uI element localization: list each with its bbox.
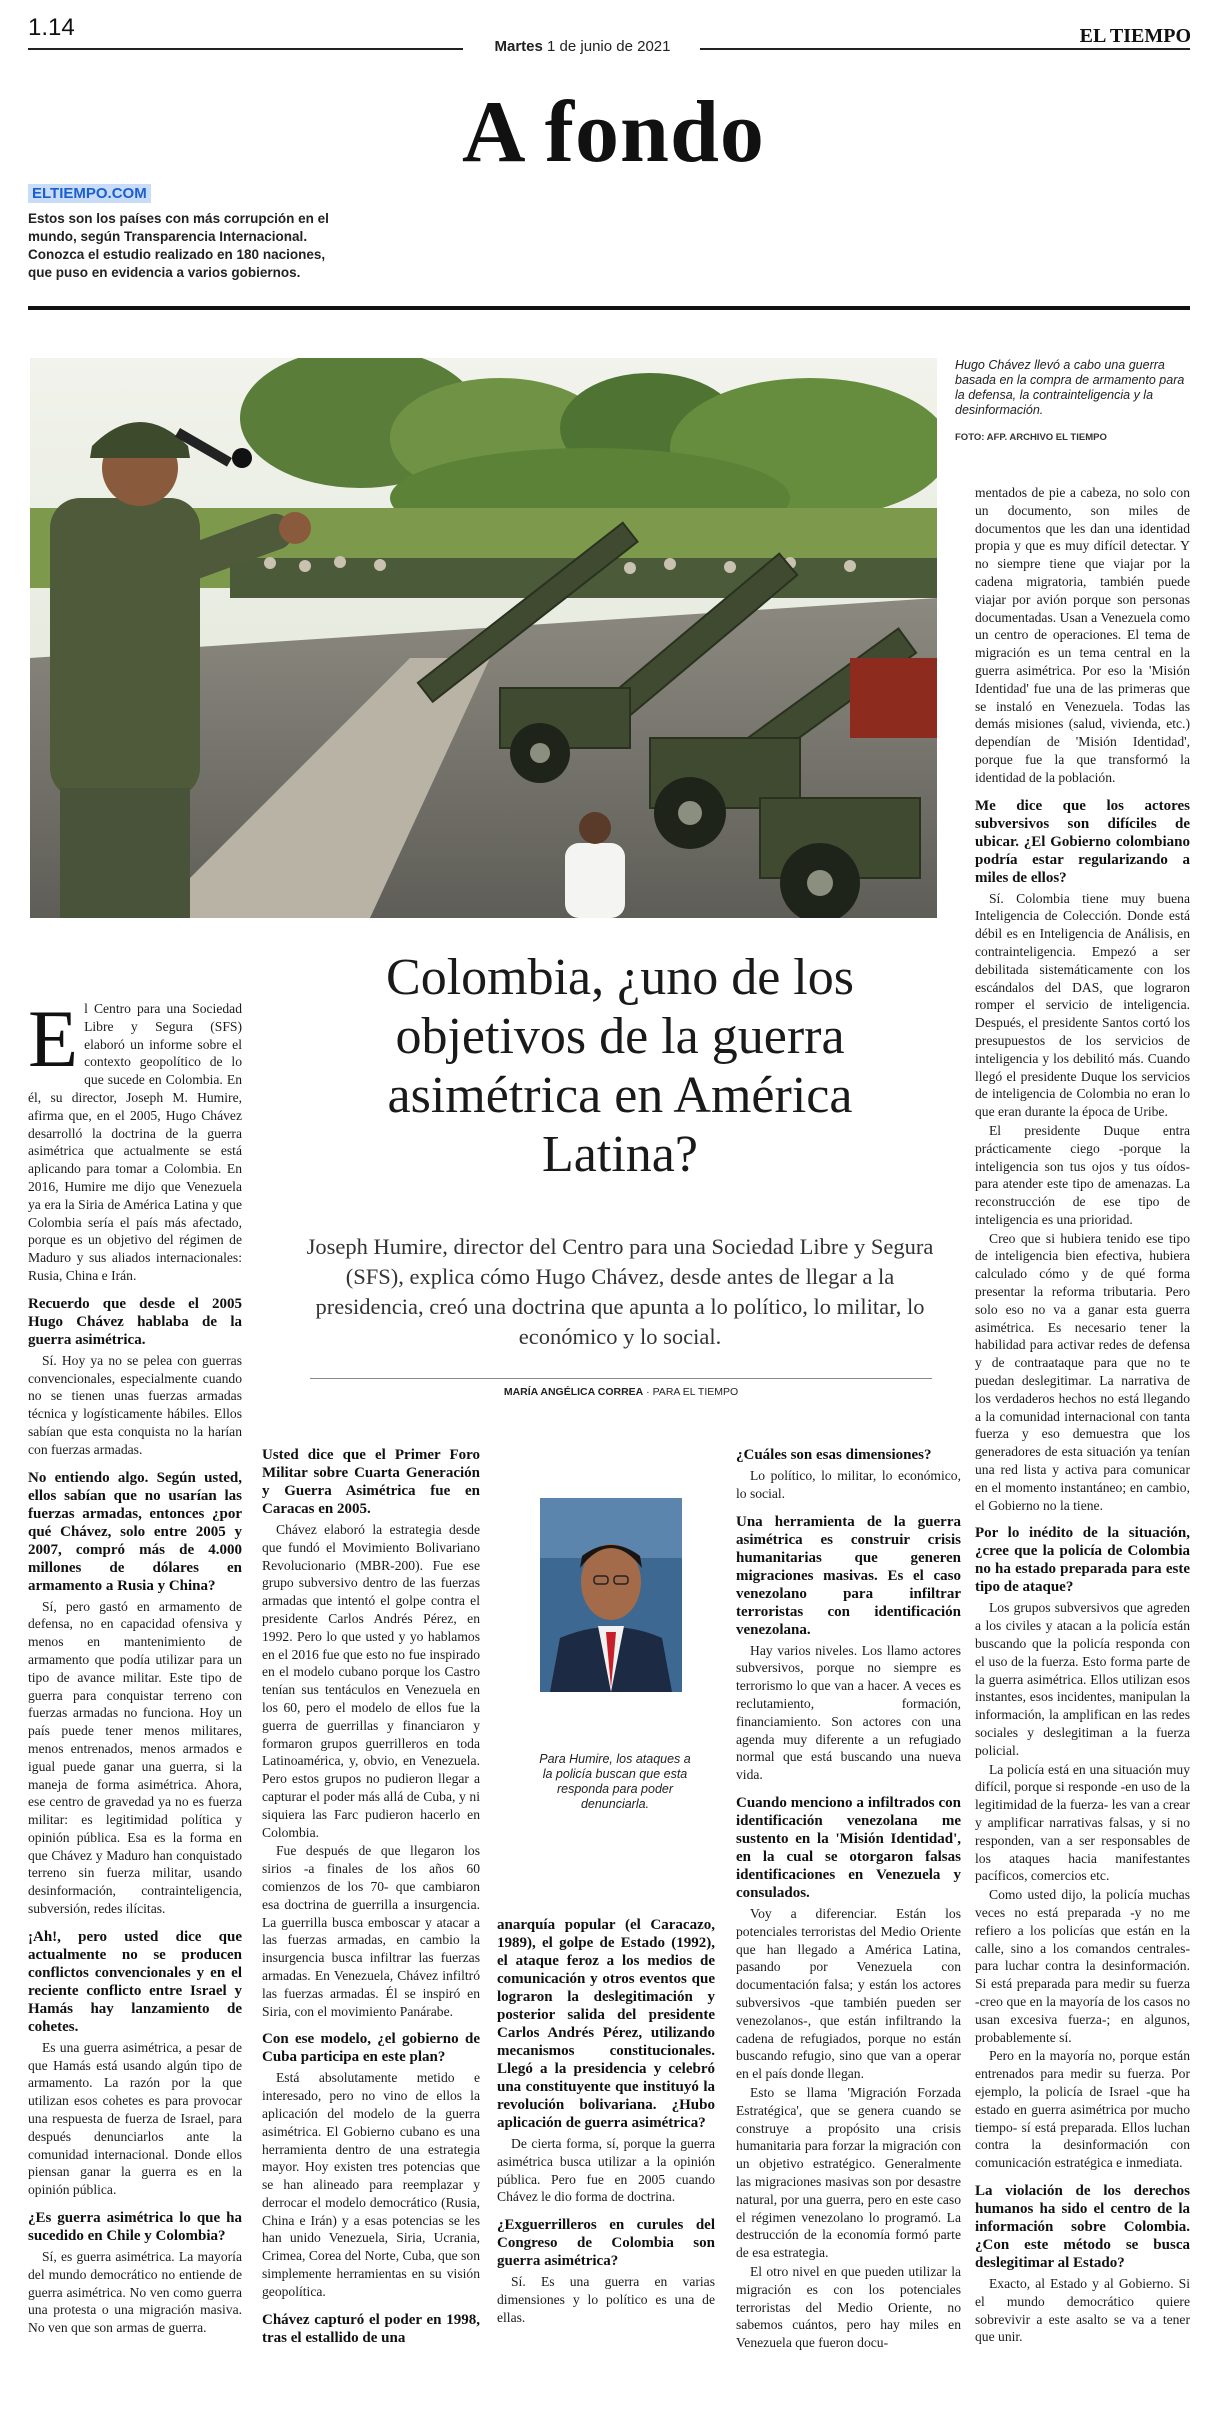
interview-question: ¿Exguerrilleros en curules del Congreso de Colombia son guerra asimétrica? <box>497 2217 715 2270</box>
interview-question: Usted dice que el Primer Foro Militar sobre Cuarta Generación y Guerra Asimétrica fue en Caracas en 2005. <box>262 1447 480 1517</box>
interview-question: Chávez capturó el poder en 1998, tras el estallido de una <box>262 2311 480 2346</box>
byline-author: MARÍA ANGÉLICA CORREA <box>503 1386 644 1398</box>
interview-answer: Creo que si hubiera tenido ese tipo de inteligencia bien efectiva, hubiera calculado cómo y de qué forma presentar la reforma tributaria. Pero solo eso no va a ganar esta guerra asimétrica. Es necesario tener la habilidad para activar redes de defensa y de contraataque para que no te puedan deslegitimar. La narrativa de los verdaderos hechos no está llegando a la comunidad internacional con tanta fuerza y eso demuestra que los generadores de esta situación ya tenían una red lista y activa para comunicar en el momento instantáneo; en cambio, el Gobierno no la tiene. <box>975 1230 1190 1513</box>
interview-answer: Exacto, al Estado y al Gobierno. Si el mundo democrático quiere sobrevivir a este asalto se va a tener que unir. <box>975 2275 1190 2345</box>
interview-answer: Lo político, lo militar, lo económico, lo social. <box>736 1468 961 1501</box>
interview-answer: Fue después de que llegaron los sirios -a finales de los años 60 comienzos de los 70- que cambiaron esa doctrina de guerrilla a insurgencia. La guerrilla busca emboscar y atacar a las fuerzas armadas, en cambio la insurgencia busca infiltrar las fuerzas armadas. En Venezuela, Chávez infiltró las fuerzas armadas. Él se inspiró en Siria, con el movimiento Panárabe. <box>262 1843 480 2019</box>
issue-date-rest: 1 de junio de 2021 <box>547 38 671 55</box>
interview-answer: De cierta forma, sí, porque la guerra asimétrica busca utilizar a la opinión pública. Pero fue en 2005 cuando Chávez le dio forma de doctrina. <box>497 2136 715 2205</box>
newspaper-brand: EL TIEMPO <box>1079 25 1191 47</box>
section-title: A fondo <box>462 84 765 181</box>
interview-answer: Sí. Hoy ya no se pelea con guerras convencionales, especialmente cuando no se tienen unas fuerzas armadas técnica y logísticamente hábiles. Ellos sabían que esta conquista no la harían con fuerzas armadas. <box>28 1352 242 1457</box>
interview-answer: Los grupos subversivos que agreden a los civiles y atacan a la policía están buscando que la policía responda con el uso de la fuerza. Esto forma parte de la guerra asimétrica. Ellos utilizan esos instantes, esos incidentes, manipulan la información, la amplifican en las redes sociales y deslegitiman a la fuerza policial. <box>975 1600 1190 1758</box>
interview-answer: Pero en la mayoría no, porque están entrenados para medir su fuerza. Por ejemplo, la policía de Israel -que ha estado en guerra asimétrica por mucho tiempo- sí está preparada. Ellos luchan contra la desinformación con comunicación estratégica e inmediata. <box>975 2048 1190 2171</box>
interview-answer: El presidente Duque entra prácticamente ciego -porque la inteligencia son tus ojos y tus oídos- para atender este tipo de amenazas. La reconstrucción de ese tipo de inteligencia es una prioridad. <box>975 1122 1190 1227</box>
interview-question: No entiendo algo. Según usted, ellos sabían que no usarían las fuerzas armadas, entonces ¿por qué Chávez, solo entre 2005 y 2007, compró más de 4.000 millones de dólares en armamento a Rusia y China? <box>28 1469 242 1594</box>
header-rule-right <box>700 48 1190 50</box>
article-column-5 <box>975 484 1190 2347</box>
interview-answer: Como usted dijo, la policía muchas veces no está preparada -y no me refiero a los policías que están en la calle, sino a los comandos centrales- para luchar contra la desinformación. Si está preparada para medir su fuerza -creo que en la mayoría de los casos no usan excesiva fuerza-; en algunos, probablemente sí. <box>975 1887 1190 2045</box>
interview-answer: Voy a diferenciar. Están los potenciales terroristas del Medio Oriente que han llegado a América Latina, pasando por Venezuela con documentación falsa; y están los actores subversivos -que también pueden ser venezolanos-, que están infiltrando la cadena de refugiados, porque no están buscando refugio, sino que van a operar en el país donde llegan. <box>736 1905 961 2082</box>
interview-answer: Chávez elaboró la estrategia desde que fundó el Movimiento Bolivariano Revolucionario (MBR-200). Fue ese grupo subversivo dentro de las fuerzas armadas que intentó el golpe contra el presidente Carlos Andrés Pérez, en 1992. Pero lo que usted y yo hablamos en el 2016 fue que esto no fue inspirado en el modelo cubano porque los Castro tenían sus tentáculos en Venezuela en los 60, pero el modelo de ellos fue la guerra de guerrillas y financiaron y formaron grupos guerrilleros en toda Latinoamérica, y, obvio, en Venezuela. Pero estos grupos no pudieron llegar a capturar el poder más allá de Cuba, y ni siquiera las Farc pudieron hacerlo en Colombia. <box>262 1522 480 1840</box>
article-lead-text: l Centro para una Sociedad Libre y Segura (SFS) elaboró un informe sobre el contexto geopolítico de lo que sucede en Colombia. En él, su director, Joseph M. Humire, afirma que, en el 2005, Hugo Chávez desarrolló la doctrina de la guerra asimétrica que actualmente se está aplicando para tomar a Colombia. En 2016, Humire me dijo que Venezuela ya era la Siria de América Latina y que Colombia sería el país más afectado, porque es un objetivo del régimen de Maduro y sus aliados internacionales: Rusia, China e Irán. <box>28 1001 242 1283</box>
article-headline: Colombia, ¿uno de los objetivos de la guerra asimétrica en América Latina? <box>386 949 854 1183</box>
interview-question: Una herramienta de la guerra asimétrica es construir crisis humanitarias que generen migraciones masivas. Es el caso venezolano para infiltrar terroristas con identificación venezolana. <box>736 1513 961 1638</box>
interview-answer: Sí. Es una guerra en varias dimensiones y lo político es una de ellas. <box>497 2274 715 2325</box>
interview-question: Con ese modelo, ¿el gobierno de Cuba participa en este plan? <box>262 2031 480 2066</box>
interview-question: anarquía popular (el Caracazo, 1989), el golpe de Estado (1992), el ataque feroz a los medios de comunicación y otros eventos que lograron la deslegitimación y posterior salida del presidente Carlos Andrés Pérez, utilizando mecanismos constitucionales. Llegó a la presidencia y celebró una constituyente que instituyó la revolución bolivariana. ¿Hubo aplicación de guerra asimétrica? <box>497 1917 715 2131</box>
interview-answer: mentados de pie a cabeza, no solo con un documento, son miles de documentos que les dan una identidad propia y que es muy difícil detectar. Y no siempre tiene que viajar por la cadena migratoria, también puede viajar por avión porque son personas documentadas. Usan a Venezuela como un centro de operaciones. El tema de migración es un tema central en la guerra asimétrica. Por eso la 'Misión Identidad' fue una de las primeras que se instaló en Venezuela. Todas las demás misiones (salud, vivienda, etc.) dependían de 'Misión Identidad', porque fue la que transformó la identidad de la población. <box>975 485 1190 785</box>
interview-answer: El otro nivel en que pueden utilizar la migración es con los potenciales terroristas del Medio Oriente, no sabemos cuántos, pero hay miles en Venezuela que fueron docu- <box>736 2263 961 2351</box>
article-dek: Joseph Humire, director del Centro para una Sociedad Libre y Segura (SFS), explica cómo Hugo Chávez, desde antes de llegar a la presidencia, creó una doctrina que apunta a lo político, lo militar, lo económico y lo social. <box>306 1234 934 1349</box>
interview-question: Me dice que los actores subversivos son difíciles de ubicar. ¿El Gobierno colombiano podría estar regularizando a miles de ellos? <box>975 797 1190 886</box>
issue-date <box>470 38 695 55</box>
interview-question: Recuerdo que desde el 2005 Hugo Chávez hablaba de la guerra asimétrica. <box>28 1295 242 1348</box>
byline-affiliation: · PARA EL TIEMPO <box>646 1386 739 1398</box>
interview-question: ¡Ah!, pero usted dice que actualmente no se producen conflictos convencionales y en el reciente conflicto entre Israel y Hamás hay lanzamiento de cohetes. <box>28 1928 242 2035</box>
interview-answer: Sí. Colombia tiene muy buena Inteligencia de Colección. Donde está débil es en Inteligencia de Análisis, en contrainteligencia. Empezó a ser debilitada sistemáticamente con los escándalos del DAS, que lograron romper el servicio de inteligencia. Después, el presidente Santos cortó los presupuestos de los servicios de inteligencia y los debilitó más. Cuando llegó el presidente Duque los servicios de inteligencia de Colombia no eran lo que eran durante la época de Uribe. <box>975 890 1190 1120</box>
portrait-illustration <box>540 1498 682 1692</box>
interviewee-portrait <box>540 1498 682 1692</box>
article-column-2 <box>262 1446 480 2350</box>
interview-question: Cuando menciono a infiltrados con identificación venezolana me sustento en la 'Misión Identidad', en la cual se otorgaron falsas identificaciones en Venezuela y consulados. <box>736 1794 961 1901</box>
section-divider <box>28 306 1190 310</box>
photo-caption: Hugo Chávez llevó a cabo una guerra basada en la compra de armamento para la defensa, la contrainteligencia y la desinformación. <box>955 358 1185 417</box>
website-link[interactable]: ELTIEMPO.COM <box>28 184 151 203</box>
photo-credit: FOTO: AFP. ARCHIVO EL TIEMPO <box>955 432 1107 443</box>
article-lead-paragraph <box>28 993 242 1285</box>
article-column-1 <box>28 993 242 2338</box>
article-byline <box>310 1386 932 1398</box>
header-rule-left <box>28 48 463 50</box>
interview-answer: Esto se llama 'Migración Forzada Estratégica', que se genera cuando se construye a propósito una crisis humanitaria para forzar la migración con un objetivo estratégico. Generalmente las migraciones masivas son por desastre natural, por una guerra, pero en este caso el régimen venezolano lo programó. La destrucción de la economía formó parte de esa estrategia. <box>736 2084 961 2261</box>
issue-date-day: Martes <box>494 38 543 55</box>
interview-answer: Hay varios niveles. Los llamo actores subversivos, porque no siempre es terrorismo lo que van a hacer. A veces es reclutamiento, formación, financiamiento. Son actores con una agenda muy diferente a un refugiado normal que está buscando una nueva vida. <box>736 1642 961 1783</box>
main-photo-illustration <box>30 358 937 918</box>
page-number: 1.14 <box>28 14 75 41</box>
interview-answer: Sí, es guerra asimétrica. La mayoría del mundo democrático no entiende de guerra asimétrica. No ven como guerra una protesta o una migración masiva. No ven que son armas de guerra. <box>28 2249 242 2336</box>
interview-question: ¿Es guerra asimétrica lo que ha sucedido en Chile y Colombia? <box>28 2210 242 2245</box>
byline-rule <box>310 1378 932 1379</box>
interview-answer: La policía está en una situación muy difícil, porque si responde -en uso de la legitimidad de la fuerza- les van a crear y amplificar narrativas falsas, y si no responden, van a ser responsables de los ataques hacia manifestantes pacíficos, comercios etc. <box>975 1761 1190 1884</box>
main-photo <box>30 358 937 918</box>
interview-answer: Es una guerra asimétrica, a pesar de que Hamás está usando algún tipo de armamento. La razón por la que utilizan esos cohetes es para provocar una respuesta de fuerza de Israel, para después denunciarlos ante la comunidad internacional. Donde ellos piensan ganar la guerra es en la opinión pública. <box>28 2039 242 2198</box>
promo-text: Estos son los países con más corrupción en el mundo, según Transparencia Internacional. Conozca el estudio realizado en 180 naciones, que puso en evidencia a varios gobiernos. <box>28 211 329 280</box>
interview-answer: Está absolutamente metido e interesado, pero no vino de ellos la aplicación del modelo de la guerra asimétrica. El Gobierno cubano es una herramienta dentro de una estrategia mayor. Hoy existen tres potencias que se han alineado para reemplazar y derrocar el modelo democrático (Rusia, China e Irán) y a esas potencias se les han unido Venezuela, Siria, Ucrania, Crimea, Corea del Norte, Cuba, que son simplemente herramientas en su visión geopolítica. <box>262 2070 480 2299</box>
interview-question: La violación de los derechos humanos ha sido el centro de la información sobre Colombia. ¿Con este método se busca deslegitimar al Estado? <box>975 2182 1190 2271</box>
interview-question: Por lo inédito de la situación, ¿cree que la policía de Colombia no ha estado preparada para este tipo de ataque? <box>975 1525 1190 1596</box>
drop-cap: E <box>28 993 79 1084</box>
article-column-4 <box>736 1446 961 2353</box>
interview-question: ¿Cuáles son esas dimensiones? <box>736 1447 932 1463</box>
interview-answer: Sí, pero gastó en armamento de defensa, no en capacidad ofensiva y menos en mantenimiento de armamento que podía utilizar para un tipo de avance militar. Este tipo de guerra para conquistar terreno con fuerzas armadas no funciona. Hoy un país puede tener menos militares, menos entrenados, menos armados e igual puede ganar una guerra, si la maneja de forma asimétrica. Ahora, ese centro de gravedad ya no es fuerza militar: es legitimidad política y opinión pública. Esa es la forma en que Chávez y Maduro han conquistado terreno sin fuerza militar, usando desinformación, contrainteligencia, subversión, redes ilícitas. <box>28 1598 242 1917</box>
portrait-caption: Para Humire, los ataques a la policía buscan que esta responda para poder denunciarla. <box>539 1752 691 1811</box>
article-column-3 <box>497 1916 715 2328</box>
